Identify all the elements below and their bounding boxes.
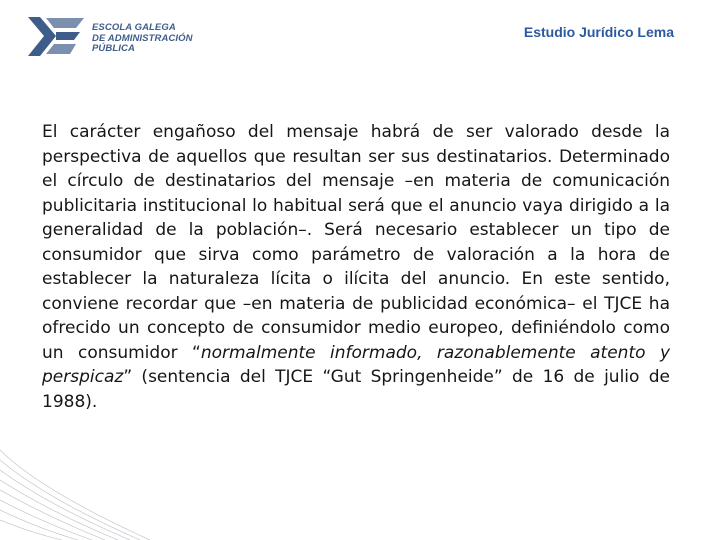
school-logo-text — [92, 23, 193, 55]
paragraph-text-part2: ” (sentencia del TJCE “Gut Springenheide” de 16 de julio de 1988). — [42, 367, 670, 412]
logo-line-1: ESCOLA GALEGA — [92, 22, 176, 33]
logo-line-3: PÚBLICA — [92, 43, 135, 54]
decorative-corner-lines — [0, 420, 150, 540]
school-logo — [26, 14, 206, 62]
paragraph-text-part1: El carácter engañoso del mensaje habrá de ser valorado desde la perspectiva de aquellos que resultan ser sus destinatarios. Determinado el círculo de destinatarios del mensaje –en materia de comunicación publicitaria institucional lo habitual será que el anuncio vaya dirigido a la generalidad de la población–. Será necesario establecer un tipo de consumidor que sirva como parámetro de valoración a la hora de establecer la naturaleza lícita o ilícita del anuncio. En este sentido, conviene recordar que –en materia de publicidad económica– el TJCE ha ofrecido un concepto de consumidor medio europeo, definiéndolo como un consumidor “ — [42, 122, 670, 363]
header-title: Estudio Jurídico Lema — [523, 24, 674, 40]
body-paragraph — [42, 120, 670, 414]
paragraph-italic-quote: normalmente informado, razonablemente atento y perspicaz — [42, 342, 671, 387]
school-emblem-icon — [26, 14, 88, 60]
logo-line-2: DE ADMINISTRACIÓN — [92, 32, 193, 44]
